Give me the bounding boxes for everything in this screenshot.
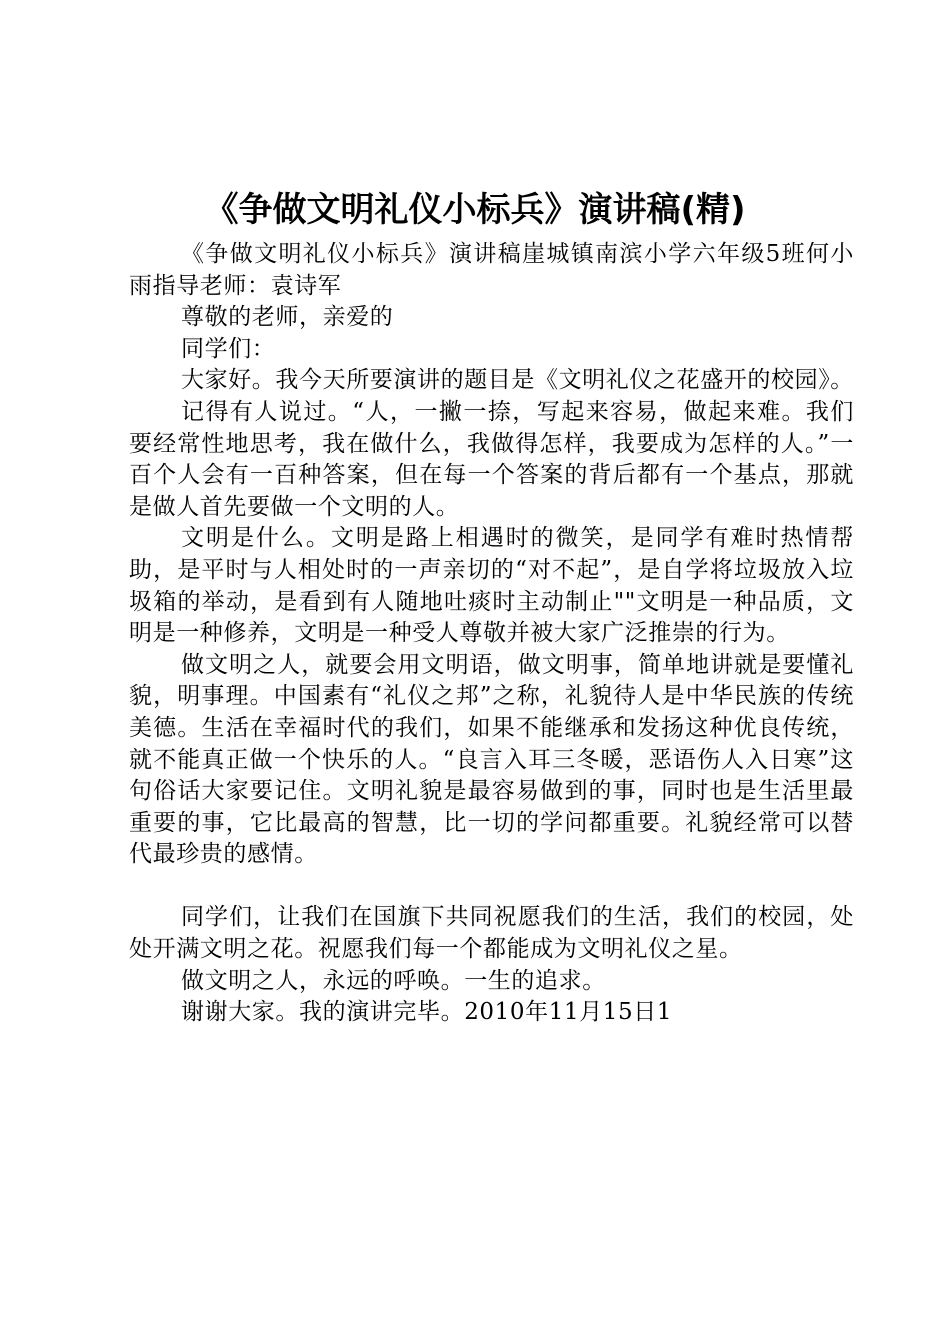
paragraph-wishes: 同学们，让我们在国旗下共同祝愿我们的生活，我们的校园，处处开满文明之花。祝愿我们每一个都能成为文明礼仪之星。 [129, 904, 854, 963]
paragraph-gap [129, 871, 854, 903]
document-body [129, 239, 854, 1029]
paragraph-closing: 谢谢大家。我的演讲完毕。2010年11月15日1 [181, 999, 673, 1026]
paragraph-quote: 记得有人说过。“人，一撇一捺，写起来容易，做起来难。我们要经常性地思考，我在做什么，我做得怎样，我要成为怎样的人。”一百个人会有一百种答案，但在每一个答案的背后都有一个基点，那就是做人首先要做一个文明的人。 [129, 398, 854, 520]
paragraph-civil-person: 做文明之人，就要会用文明语，做文明事，简单地讲就是要懂礼貌，明事理。中国素有“礼仪之邦”之称，礼貌待人是中华民族的传统美德。生活在幸福时代的我们，如果不能继承和发扬这种优良传统，就不能真正做一个快乐的人。“良言入耳三冬暖，恶语伤人入日寒”这句俗话大家要记住。文明礼貌是最容易做到的事，同时也是生活里最重要的事，它比最高的智慧，比一切的学问都重要。礼貌经常可以替代最珍贵的感情。 [129, 651, 854, 868]
paragraph-salutation: 尊敬的老师，亲爱的 [181, 304, 394, 331]
paragraph-greeting: 大家好。我今天所要演讲的题目是《文明礼仪之花盛开的校园》。 [181, 367, 854, 394]
paragraph-classmates: 同学们： [181, 335, 276, 362]
paragraph-what-is-civility: 文明是什么。文明是路上相遇时的微笑，是同学有难时热情帮助，是平时与人相处时的一声亲切的“对不起”，是自学将垃圾放入垃圾箱的举动，是看到有人随地吐痰时主动制止""文明是一种品质，文明是一种修养，文明是一种受人尊敬并被大家广泛推崇的行为。 [129, 525, 854, 647]
paragraph-calling: 做文明之人，永远的呼唤。一生的追求。 [181, 967, 606, 994]
paragraph-intro: 《争做文明礼仪小标兵》演讲稿崖城镇南滨小学六年级5班何小雨指导老师：袁诗军 [129, 241, 854, 299]
document-title: 《争做文明礼仪小标兵》演讲稿(精) [204, 190, 746, 230]
